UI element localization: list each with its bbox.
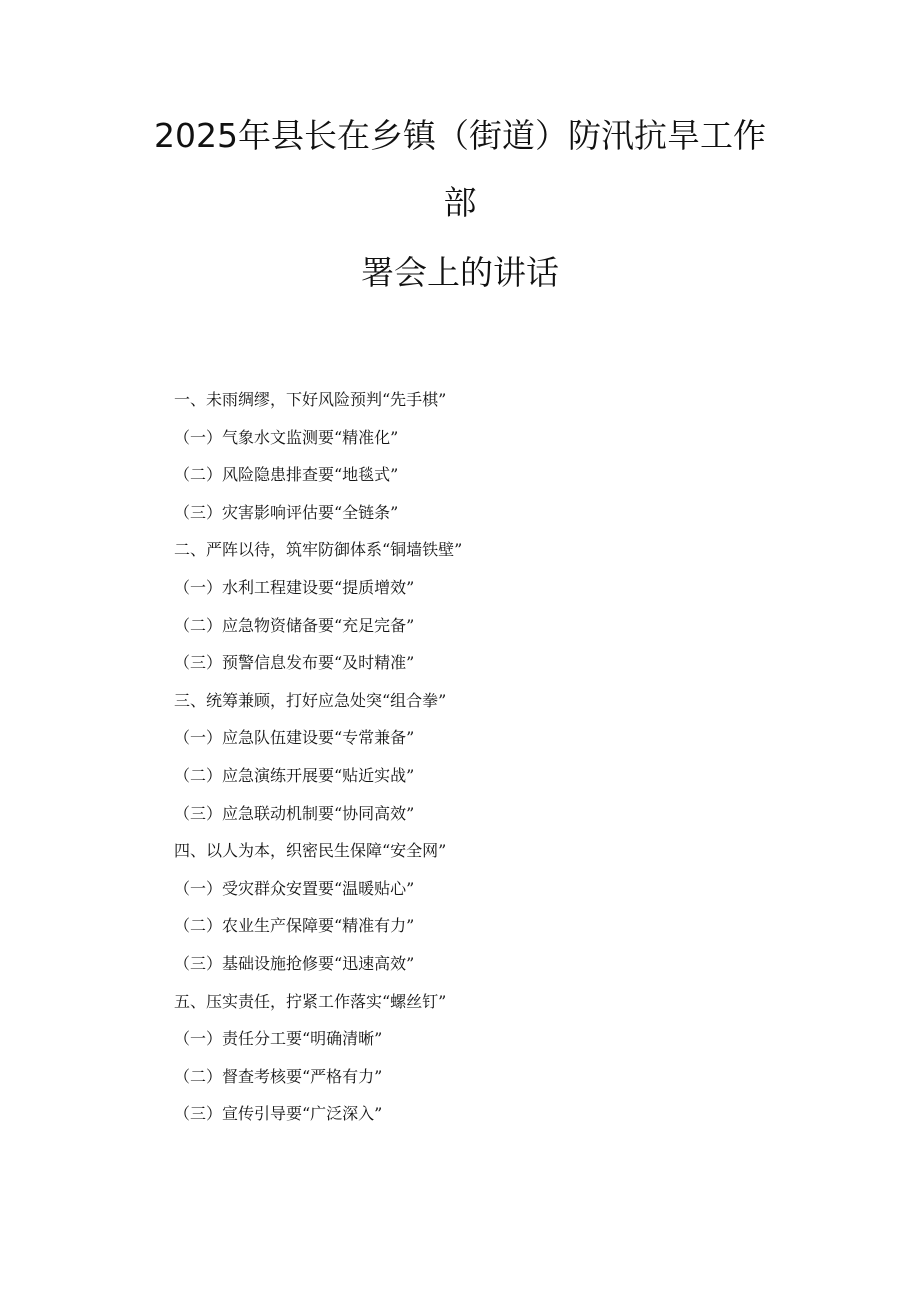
outline-subitem: （三）基础设施抢修要“迅速高效” (174, 953, 415, 973)
outline-subitem: （一）受灾群众安置要“温暖贴心” (174, 878, 415, 898)
document-title-line-3: 署会上的讲话 (361, 253, 559, 292)
outline-heading-3: 三、统筹兼顾，打好应急处突“组合拳” (174, 690, 447, 710)
outline-subitem: （一）水利工程建设要“提质增效” (174, 577, 415, 597)
outline-subitem: （二）督查考核要“严格有力” (174, 1066, 383, 1086)
outline-subitem: （一）气象水文监测要“精准化” (174, 427, 399, 447)
outline-subitem: （三）预警信息发布要“及时精准” (174, 653, 415, 673)
outline-heading-1: 一、未雨绸缪，下好风险预判“先手棋” (174, 390, 447, 409)
outline-subitem: （二）应急物资储备要“充足完备” (174, 615, 415, 635)
outline-heading-2: 二、严阵以待，筑牢防御体系“铜墙铁壁” (174, 540, 463, 560)
outline-subitem: （二）农业生产保障要“精准有力” (174, 916, 415, 936)
outline-subitem: （三）灾害影响评估要“全链条” (174, 502, 399, 522)
document-title-line-1: 2025年县长在乡镇（街道）防汛抗旱工作 (154, 116, 766, 155)
outline-subitem: （一）责任分工要“明确清晰” (174, 1029, 383, 1049)
outline-list (174, 389, 814, 1141)
outline-subitem: （二）应急演练开展要“贴近实战” (174, 765, 415, 785)
outline-subitem: （二）风险隐患排查要“地毯式” (174, 465, 399, 485)
outline-heading-5: 五、压实责任，拧紧工作落实“螺丝钉” (174, 991, 447, 1011)
outline-subitem: （三）应急联动机制要“协同高效” (174, 803, 415, 823)
outline-subitem: （一）应急队伍建设要“专常兼备” (174, 728, 415, 748)
outline-heading-4: 四、以人为本，织密民生保障“安全网” (174, 841, 447, 861)
document-title-line-2: 部 (443, 183, 477, 222)
outline-subitem: （三）宣传引导要“广泛深入” (174, 1104, 383, 1124)
